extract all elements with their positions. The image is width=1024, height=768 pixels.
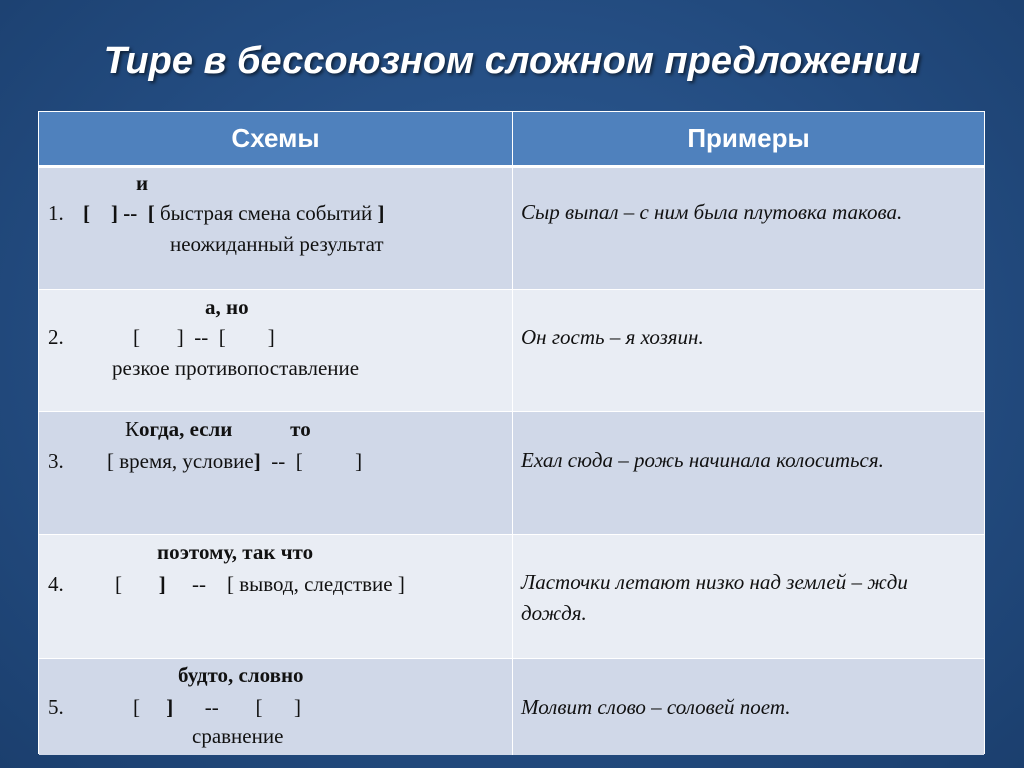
column-header-examples: Примеры (513, 112, 984, 168)
conjunction-label: а, но (205, 295, 249, 319)
example-text: Молвит слово – соловей поет. (521, 695, 791, 719)
example-cell-3 (513, 412, 984, 535)
scheme-formula: [ ] -- [ ] (133, 325, 275, 349)
row-number: 1. (48, 201, 64, 225)
scheme-open: [ (133, 695, 167, 719)
conjunction-label: поэтому, так что (157, 540, 314, 564)
column-header-schemes: Схемы (39, 112, 513, 168)
scheme-open: [ (115, 572, 159, 596)
conjunction-rest: огда, если то (139, 417, 311, 441)
scheme-formula (107, 449, 362, 474)
row-number: 2. (48, 325, 64, 349)
scheme-text: быстрая смена событий (154, 201, 378, 225)
scheme-open: [ время, условие (107, 449, 254, 473)
example-cell-5 (513, 659, 984, 755)
example-text: Ехал сюда – рожь начинала колоситься. (521, 448, 884, 472)
slide-title: Тире в бессоюзном сложном предложении (103, 40, 921, 82)
scheme-tail: -- [ вывод, следствие ] (165, 572, 405, 596)
scheme-bracket-close: ] (158, 572, 166, 596)
scheme-bracket-close: ] (166, 695, 174, 719)
scheme-cell-1 (39, 168, 513, 290)
scheme-formula (133, 695, 301, 720)
row-number: 4. (48, 572, 64, 596)
scheme-bracket-close: ] (377, 201, 385, 225)
example-text: Ласточки летают низко над землей – жди дождя. (521, 570, 908, 625)
scheme-note: сравнение (192, 724, 284, 748)
scheme-cell-2 (39, 290, 513, 412)
scheme-formula (83, 201, 385, 226)
scheme-brackets-open: [ ] -- [ (83, 201, 155, 225)
scheme-formula (115, 572, 405, 597)
scheme-note: резкое противопоставление (112, 356, 360, 380)
example-cell-4 (513, 535, 984, 659)
scheme-note: неожиданный результат (170, 232, 384, 256)
scheme-tail: -- [ ] (260, 449, 363, 473)
example-cell-1 (513, 168, 984, 290)
scheme-cell-4 (39, 535, 513, 659)
conjunction-label: будто, словно (178, 663, 304, 687)
row-number: 5. (48, 695, 64, 719)
scheme-bracket-close: ] (253, 449, 261, 473)
conjunction-label: и (136, 171, 149, 195)
scheme-cell-3 (39, 412, 513, 535)
conjunction-prefix: К (125, 417, 140, 441)
scheme-tail: -- [ ] (173, 695, 301, 719)
conjunction-label (125, 417, 311, 442)
example-text: Сыр выпал – с ним была плутовка такова. (521, 200, 903, 224)
example-text: Он гость – я хозяин. (521, 325, 704, 349)
example-cell-2 (513, 290, 984, 412)
scheme-cell-5 (39, 659, 513, 755)
row-number: 3. (48, 449, 64, 473)
punctuation-table (38, 111, 985, 754)
